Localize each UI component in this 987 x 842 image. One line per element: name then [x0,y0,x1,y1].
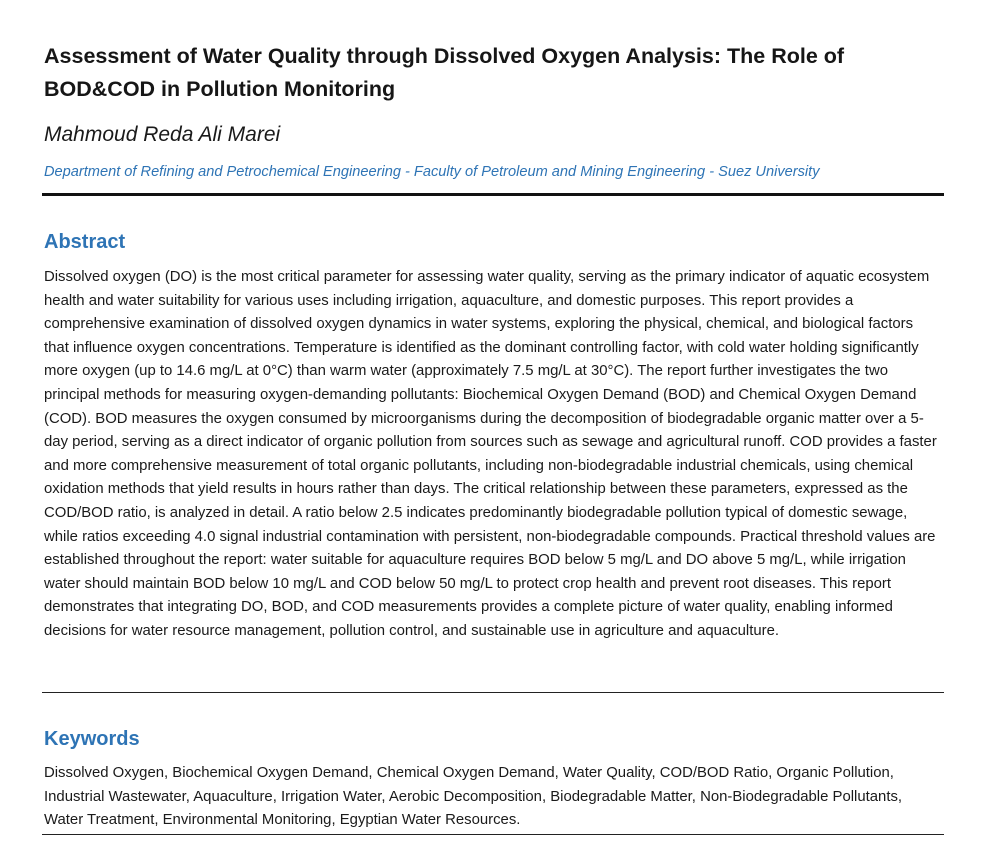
keywords-divider [42,834,944,835]
abstract-heading: Abstract [44,231,126,253]
abstract-text: Dissolved oxygen (DO) is the most critical parameter for assessing water quality, serving as the primary indicator of aquatic ecosystem health and water suitability for various uses including irrigation, aquaculture, and domestic purposes. This report provides a comprehensive examination of dissolved oxygen dynamics in water systems, exploring the physical, chemical, and biological factors that influence oxygen concentrations. Temperature is identified as the dominant controlling factor, with cold water holding significantly more oxygen (up to 14.6 mg/L at 0°C) than warm water (approximately 7.5 mg/L at 30°C). The report further investigates the two principal methods for measuring oxygen-demanding pollutants: Biochemical Oxygen Demand (BOD) and Chemical Oxygen Demand (COD). BOD measures the oxygen consumed by microorganisms during the decomposition of biodegradable organic matter over a 5-day period, serving as a direct indicator of organic pollution from sources such as sewage and agricultural runoff. COD provides a faster and more comprehensive measurement of total organic pollutants, including non-biodegradable industrial chemicals, using chemical oxidation methods that yield results in hours rather than days. The critical relationship between these parameters, expressed as the COD/BOD ratio, is analyzed in detail. A ratio below 2.5 indicates predominantly biodegradable pollution typical of domestic sewage, while ratios exceeding 4.0 signal industrial contamination with persistent, non-biodegradable compounds. Practical threshold values are established throughout the report: water suitable for aquaculture requires BOD below 5 mg/L and DO above 5 mg/L, while irrigation water should maintain BOD below 10 mg/L and COD below 50 mg/L to protect crop health and prevent root diseases. This report demonstrates that integrating DO, BOD, and COD measurements provides a complete picture of water quality, enabling informed decisions for water resource management, pollution control, and sustainable use in agriculture and aquaculture. [44,269,937,639]
header-divider [42,193,944,196]
keywords-text: Dissolved Oxygen, Biochemical Oxygen Demand, Chemical Oxygen Demand, Water Quality, COD/BOD Ratio, Organic Pollution, Industrial Wastewater, Aquaculture, Irrigation Water, Aerobic Decomposition, Biodegradable Matter, Non-Biodegradable Pollutants, Water Treatment, Environmental Monitoring, Egyptian Water Resources. [44,765,903,829]
paper-title: Assessment of Water Quality through Dissolved Oxygen Analysis: The Role of BOD&COD in Pollution Monitoring [44,44,845,101]
author-name: Mahmoud Reda Ali Marei [44,123,281,146]
author-affiliation: Department of Refining and Petrochemical Engineering - Faculty of Petroleum and Mining Engineering - Suez University [44,164,820,180]
paper-header [44,40,944,182]
abstract-divider [42,692,944,693]
keywords-heading: Keywords [44,728,140,750]
